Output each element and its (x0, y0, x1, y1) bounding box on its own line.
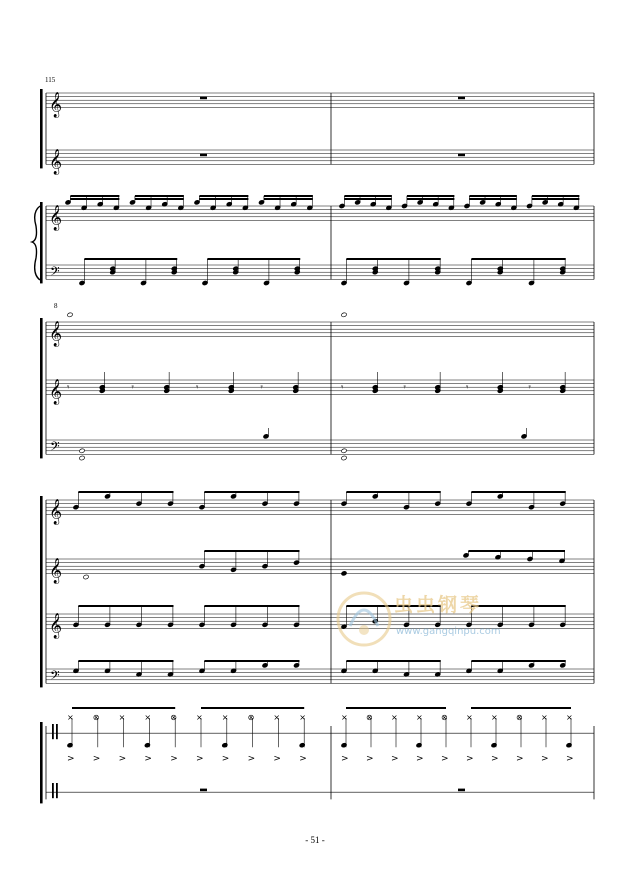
whole-rest-icon (458, 154, 465, 157)
eighth-rest-icon: 𝄾 (67, 383, 70, 394)
system-bracket (40, 496, 43, 687)
cymbal-hit-icon: × (466, 713, 473, 722)
cymbal-hit-icon: ⊗ (247, 713, 255, 722)
treble-clef-icon: 𝄞 (49, 499, 63, 525)
half-note (341, 448, 347, 453)
treble-clef-icon: 𝄞 (49, 558, 63, 584)
note-beam (346, 707, 446, 709)
whole-rest-icon (200, 154, 207, 157)
note-beam (204, 550, 299, 552)
note-beam (135, 195, 184, 197)
note-beam (135, 198, 184, 200)
accent-mark-icon: > (391, 754, 399, 765)
eighth-rest-icon: 𝄾 (196, 383, 199, 394)
note-beam (78, 491, 173, 493)
cymbal-hit-icon: × (273, 713, 281, 722)
accent-mark-icon: > (541, 754, 549, 765)
whole-rest-icon (200, 789, 207, 792)
accent-mark-icon: > (273, 754, 281, 765)
percussion-clef-icon (52, 783, 54, 798)
cymbal-hit-icon: × (391, 713, 398, 722)
note-beam (201, 707, 304, 709)
note-beam (532, 198, 579, 200)
page-number: - 51 - (305, 835, 325, 845)
accent-mark-icon: > (144, 754, 152, 765)
measure-number: 115 (45, 76, 56, 84)
accent-mark-icon: > (416, 754, 424, 765)
note-beam (344, 195, 391, 197)
bass-clef-icon: 𝄢 (50, 668, 60, 687)
accent-mark-icon: > (466, 754, 474, 765)
note-beam (78, 605, 173, 607)
percussion-clef-icon (56, 783, 58, 798)
cymbal-hit-icon: ⊗ (92, 713, 100, 722)
eighth-rest-icon: 𝄾 (528, 383, 531, 394)
accent-mark-icon: > (441, 754, 449, 765)
note-beam (264, 198, 313, 200)
cymbal-hit-icon: × (341, 713, 348, 722)
piano-brace-icon (32, 206, 40, 280)
cymbal-hit-icon: × (221, 713, 229, 722)
note-beam (346, 258, 440, 260)
cymbal-hit-icon: ⊗ (170, 713, 177, 722)
note-beam (204, 605, 299, 607)
note-beam (70, 198, 119, 200)
note-beam (199, 195, 248, 197)
cymbal-hit-icon: × (196, 713, 203, 722)
whole-rest-icon (458, 97, 465, 100)
note-beam (469, 195, 516, 197)
cymbal-hit-icon: ⊗ (441, 713, 448, 722)
note-beam (532, 195, 579, 197)
system-bracket (40, 202, 43, 283)
note-beam (72, 707, 175, 709)
note-beam (199, 198, 248, 200)
accent-mark-icon: > (341, 754, 349, 765)
cymbal-hit-icon: × (566, 713, 573, 722)
treble-clef-icon: 𝄞 (49, 321, 63, 347)
bass-clef-icon: 𝄢 (50, 264, 60, 283)
note-beam (204, 660, 299, 662)
accent-mark-icon: > (196, 754, 204, 765)
cymbal-hit-icon: × (67, 713, 74, 722)
eighth-rest-icon: 𝄾 (403, 383, 406, 394)
whole-note (341, 312, 347, 317)
half-note (83, 574, 89, 579)
treble-clef-icon: 𝄞 (49, 379, 63, 405)
half-note (79, 448, 85, 453)
note-beam (407, 195, 454, 197)
octave-marking-icon: 8 (54, 302, 58, 310)
note-beam (471, 258, 565, 260)
treble-clef-icon: 𝄞 (49, 149, 63, 175)
watermark (336, 586, 548, 652)
cymbal-hit-icon: × (118, 713, 126, 722)
half-note (341, 455, 347, 460)
note-beam (468, 550, 565, 552)
system-bracket (40, 89, 43, 168)
whole-note (67, 312, 73, 317)
note-beam (471, 491, 565, 493)
accent-mark-icon: > (170, 754, 178, 765)
percussion-clef-icon (56, 724, 58, 739)
accent-mark-icon: > (566, 754, 574, 765)
treble-clef-icon: 𝄞 (49, 613, 63, 639)
accent-mark-icon: > (92, 754, 101, 765)
watermark-text: 虫虫钢琴 (394, 594, 483, 616)
cymbal-hit-icon: ⊗ (516, 713, 523, 722)
system-bracket (40, 722, 43, 803)
accent-mark-icon: > (299, 754, 307, 765)
eighth-rest-icon: 𝄾 (466, 383, 469, 394)
whole-rest-icon (200, 97, 207, 100)
note-beam (344, 198, 391, 200)
cymbal-hit-icon: × (144, 713, 152, 722)
cymbal-hit-icon: × (541, 713, 548, 722)
note-beam (78, 660, 173, 662)
treble-clef-icon: 𝄞 (49, 205, 63, 231)
treble-clef-icon: 𝄞 (49, 92, 63, 118)
note-beam (84, 258, 177, 260)
eighth-rest-icon: 𝄾 (131, 383, 134, 394)
accent-mark-icon: > (221, 754, 230, 765)
system-bracket (40, 318, 43, 458)
accent-mark-icon: > (118, 754, 127, 765)
note-beam (264, 195, 313, 197)
note-beam (70, 195, 119, 197)
accent-mark-icon: > (491, 754, 499, 765)
note-beam (346, 660, 440, 662)
watermark-logo-icon (336, 586, 396, 652)
bass-clef-icon: 𝄢 (50, 439, 60, 458)
percussion-clef-icon (52, 724, 54, 739)
cymbal-hit-icon: × (299, 713, 306, 722)
note-beam (204, 491, 299, 493)
eighth-rest-icon: 𝄾 (341, 383, 344, 394)
cymbal-hit-icon: × (416, 713, 423, 722)
accent-mark-icon: > (366, 754, 374, 765)
notation (49, 91, 579, 798)
cymbal-hit-icon: × (491, 713, 498, 722)
eighth-rest-icon: 𝄾 (260, 383, 263, 394)
note-beam (471, 660, 565, 662)
note-beam (407, 198, 454, 200)
note-beam (471, 707, 571, 709)
notehead (341, 571, 347, 576)
accent-mark-icon: > (516, 754, 524, 765)
note-beam (469, 198, 516, 200)
half-note (79, 455, 85, 460)
note-beam (346, 491, 440, 493)
whole-rest-icon (458, 789, 465, 792)
note-beam (207, 258, 300, 260)
accent-mark-icon: > (247, 754, 256, 765)
watermark-url: www.gangqinpu.com (396, 626, 501, 637)
cymbal-hit-icon: ⊗ (366, 713, 373, 722)
accent-mark-icon: > (67, 754, 75, 765)
